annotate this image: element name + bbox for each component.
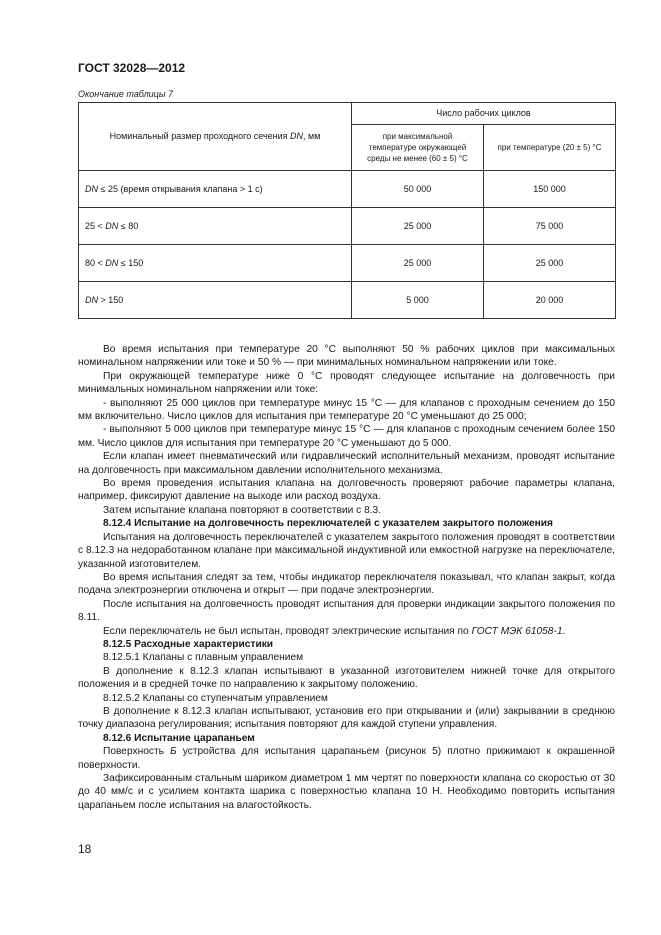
row-label: DN ≤ 25 (время открывания клапана > 1 с) <box>79 171 352 208</box>
cell-value: 25 000 <box>352 208 484 245</box>
paragraph: 8.12.5.1 Клапаны с плавным управлением <box>103 652 304 664</box>
col-header-20c: при температуре (20 ± 5) °С <box>484 125 616 171</box>
cell-value: 75 000 <box>484 208 616 245</box>
paragraph: Во время проведения испытания клапана на долговечность проверяют рабочие параметры клапана, например, фиксируют давление на выходе или расход воздуха. <box>78 478 615 503</box>
row-label: DN > 150 <box>79 282 352 319</box>
paragraph: Поверхность Б устройства для испытания царапаньем (рисунок 5) плотно прижимают к окрашенной поверхности. <box>78 746 615 771</box>
table-row <box>79 171 616 208</box>
page-number: 18 <box>78 842 92 856</box>
cell-value: 20 000 <box>484 282 616 319</box>
table-caption: Окончание таблицы 7 <box>78 89 173 99</box>
paragraph: Затем испытание клапана повторяют в соответствии с 8.3. <box>103 504 382 516</box>
paragraph: - выполняют 25 000 циклов при температуре минус 15 °С — для клапанов с проходным сечением до 150 мм включительно. Число циклов для испытания при температуре 20 °С уменьшают до 25 000; <box>78 397 615 423</box>
paragraph: Если клапан имеет пневматический или гидравлический исполнительный механизм, проводят испытание на долговечность при максимальном давлении исполнительного механизма. <box>78 451 615 476</box>
cell-value: 5 000 <box>352 282 484 319</box>
col-header-nominal-size: Номинальный размер проходного сечения DN, мм <box>79 103 352 171</box>
paragraph: Если переключатель не был испытан, проводят электрические испытания по ГОСТ МЭК 61058-1. <box>103 625 566 637</box>
paragraph: Зафиксированным стальным шариком диаметром 1 мм чертят по поверхности клапана со скоростью от 30 до 40 мм/с и с усилием контакта шарика с поверхностью клапана 10 Н. Необходимо повторить испытания царапаньем после испытания на влагостойкость. <box>78 773 615 811</box>
table-row <box>79 245 616 282</box>
paragraph: 8.12.5.2 Клапаны со ступенчатым управлением <box>103 692 328 704</box>
section-heading: 8.12.4 Испытание на долговечность переключателей с указателем закрытого положения <box>103 518 553 530</box>
section-heading: 8.12.5 Расходные характеристики <box>103 638 274 650</box>
section-heading: 8.12.6 Испытание царапаньем <box>103 732 255 744</box>
cycles-table <box>78 102 616 319</box>
cell-value: 50 000 <box>352 171 484 208</box>
paragraph: Во время испытания при температуре 20 °С выполняют 50 % рабочих циклов при максимальных номинальном напряжении или токе и 50 % — при минимальных номинальном напряжении или токе. <box>78 344 615 369</box>
col-header-max-temp: при максимальной температуре окружающей среды не менее (60 ± 5) °С <box>352 125 484 171</box>
paragraph: Испытания на долговечность переключателей с указателем закрытого положения проводят в соответствии с 8.12.3 на недоработанном клапане при максимальной индуктивной или емкостной нагрузке на переключателе, указанной изготовителем. <box>78 531 615 570</box>
table-row <box>79 282 616 319</box>
body-text <box>78 343 615 812</box>
paragraph: Во время испытания следят за тем, чтобы индикатор переключателя показывал, что клапан закрыт, когда подача электроэнергии отключена и открыт — при подаче электроэнергии. <box>78 571 615 597</box>
paragraph: После испытания на долговечность проводят испытания для проверки индикации закрытого положения по 8.11. <box>78 598 615 624</box>
paragraph: В дополнение к 8.12.3 клапан испытывают в указанной изготовителем нижней точке для открытого положения и в средней точке по направлению к закрытому положению. <box>78 665 615 691</box>
paragraph: При окружающей температуре ниже 0 °С проводят следующее испытание на долговечность при минимальных номинальном напряжении или токе: <box>78 370 615 396</box>
cell-value: 150 000 <box>484 171 616 208</box>
table-row <box>79 208 616 245</box>
standard-reference: ГОСТ МЭК 61058-1 <box>471 625 563 637</box>
cell-value: 25 000 <box>352 245 484 282</box>
paragraph: В дополнение к 8.12.3 клапан испытывают, установив его при открывании и (или) закрывании в среднюю точку диапазона регулирования; испытания повторяют для каждой ступени управления. <box>78 705 615 731</box>
document-header: ГОСТ 32028—2012 <box>78 61 186 75</box>
cell-value: 25 000 <box>484 245 616 282</box>
paragraph: - выполняют 5 000 циклов при температуре минус 15 °С — для клапанов с проходным сечением более 150 мм. Число циклов для испытания при температуре 20 °С уменьшают до 5 000. <box>78 424 615 449</box>
row-label: 80 < DN ≤ 150 <box>79 245 352 282</box>
row-label: 25 < DN ≤ 80 <box>79 208 352 245</box>
col-header-cycles: Число рабочих циклов <box>352 103 616 125</box>
